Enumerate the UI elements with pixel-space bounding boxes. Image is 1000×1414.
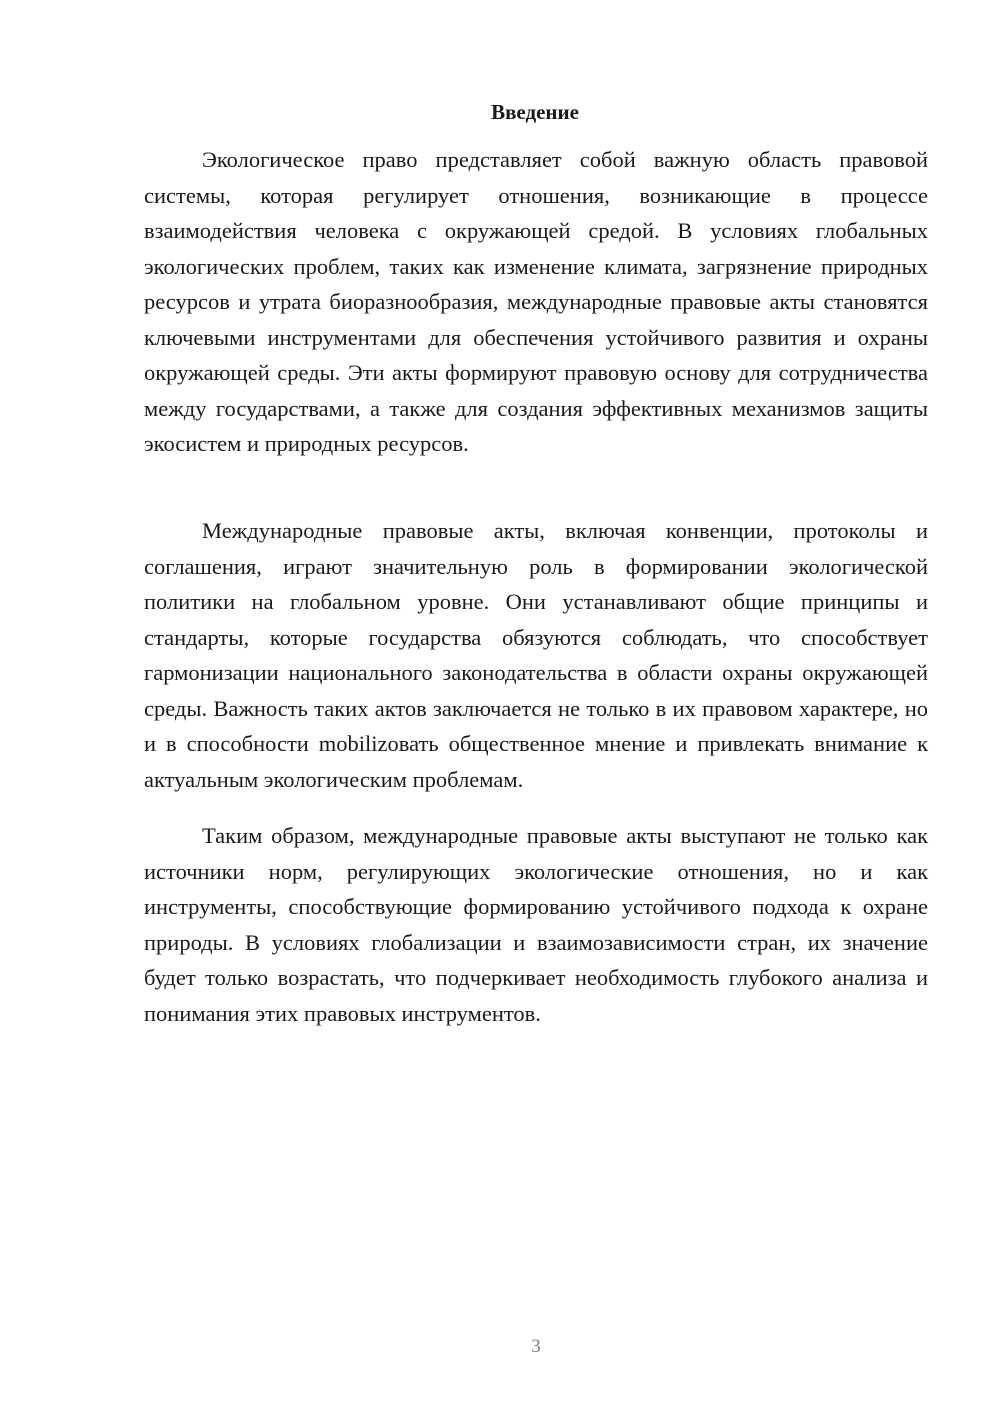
page-number: 3 — [531, 1336, 541, 1357]
paragraph-conclusion: Таким образом, международные правовые акты выступают не только как источники норм, регулирующих экологические отношения, но и как инструменты, способствующие формированию устойчивого подхода к охране природы. В условиях глобализации и взаимозависимости стран, их значение будет только возрастать, что подчеркивает необходимость глубокого анализа и понимания этих правовых инструментов. — [144, 823, 928, 1026]
paragraph-international-acts: Международные правовые акты, включая конвенции, протоколы и соглашения, играют значительную роль в формировании экологической политики на глобальном уровне. Они устанавливают общие принципы и стандарты, которые государства обязуются соблюдать, что способствует гармонизации национального законодательства в области охраны окружающей среды. Важность таких актов заключается не только в их правовом характере, но и в способности mobilizовать общественное мнение и привлекать внимание к актуальным экологическим проблемам. — [144, 518, 928, 792]
paragraph-intro: Экологическое право представляет собой важную область правовой системы, которая регулирует отношения, возникающие в процессе взаимодействия человека с окружающей средой. В условиях глобальных экологических проблем, таких как изменение климата, загрязнение природных ресурсов и утрата биоразнообразия, международные правовые акты становятся ключевыми инструментами для обеспечения устойчивого развития и охраны окружающей среды. Эти акты формируют правовую основу для сотрудничества между государствами, а также для создания эффективных механизмов защиты экосистем и природных ресурсов. — [144, 147, 928, 456]
section-title: Введение — [491, 100, 579, 124]
